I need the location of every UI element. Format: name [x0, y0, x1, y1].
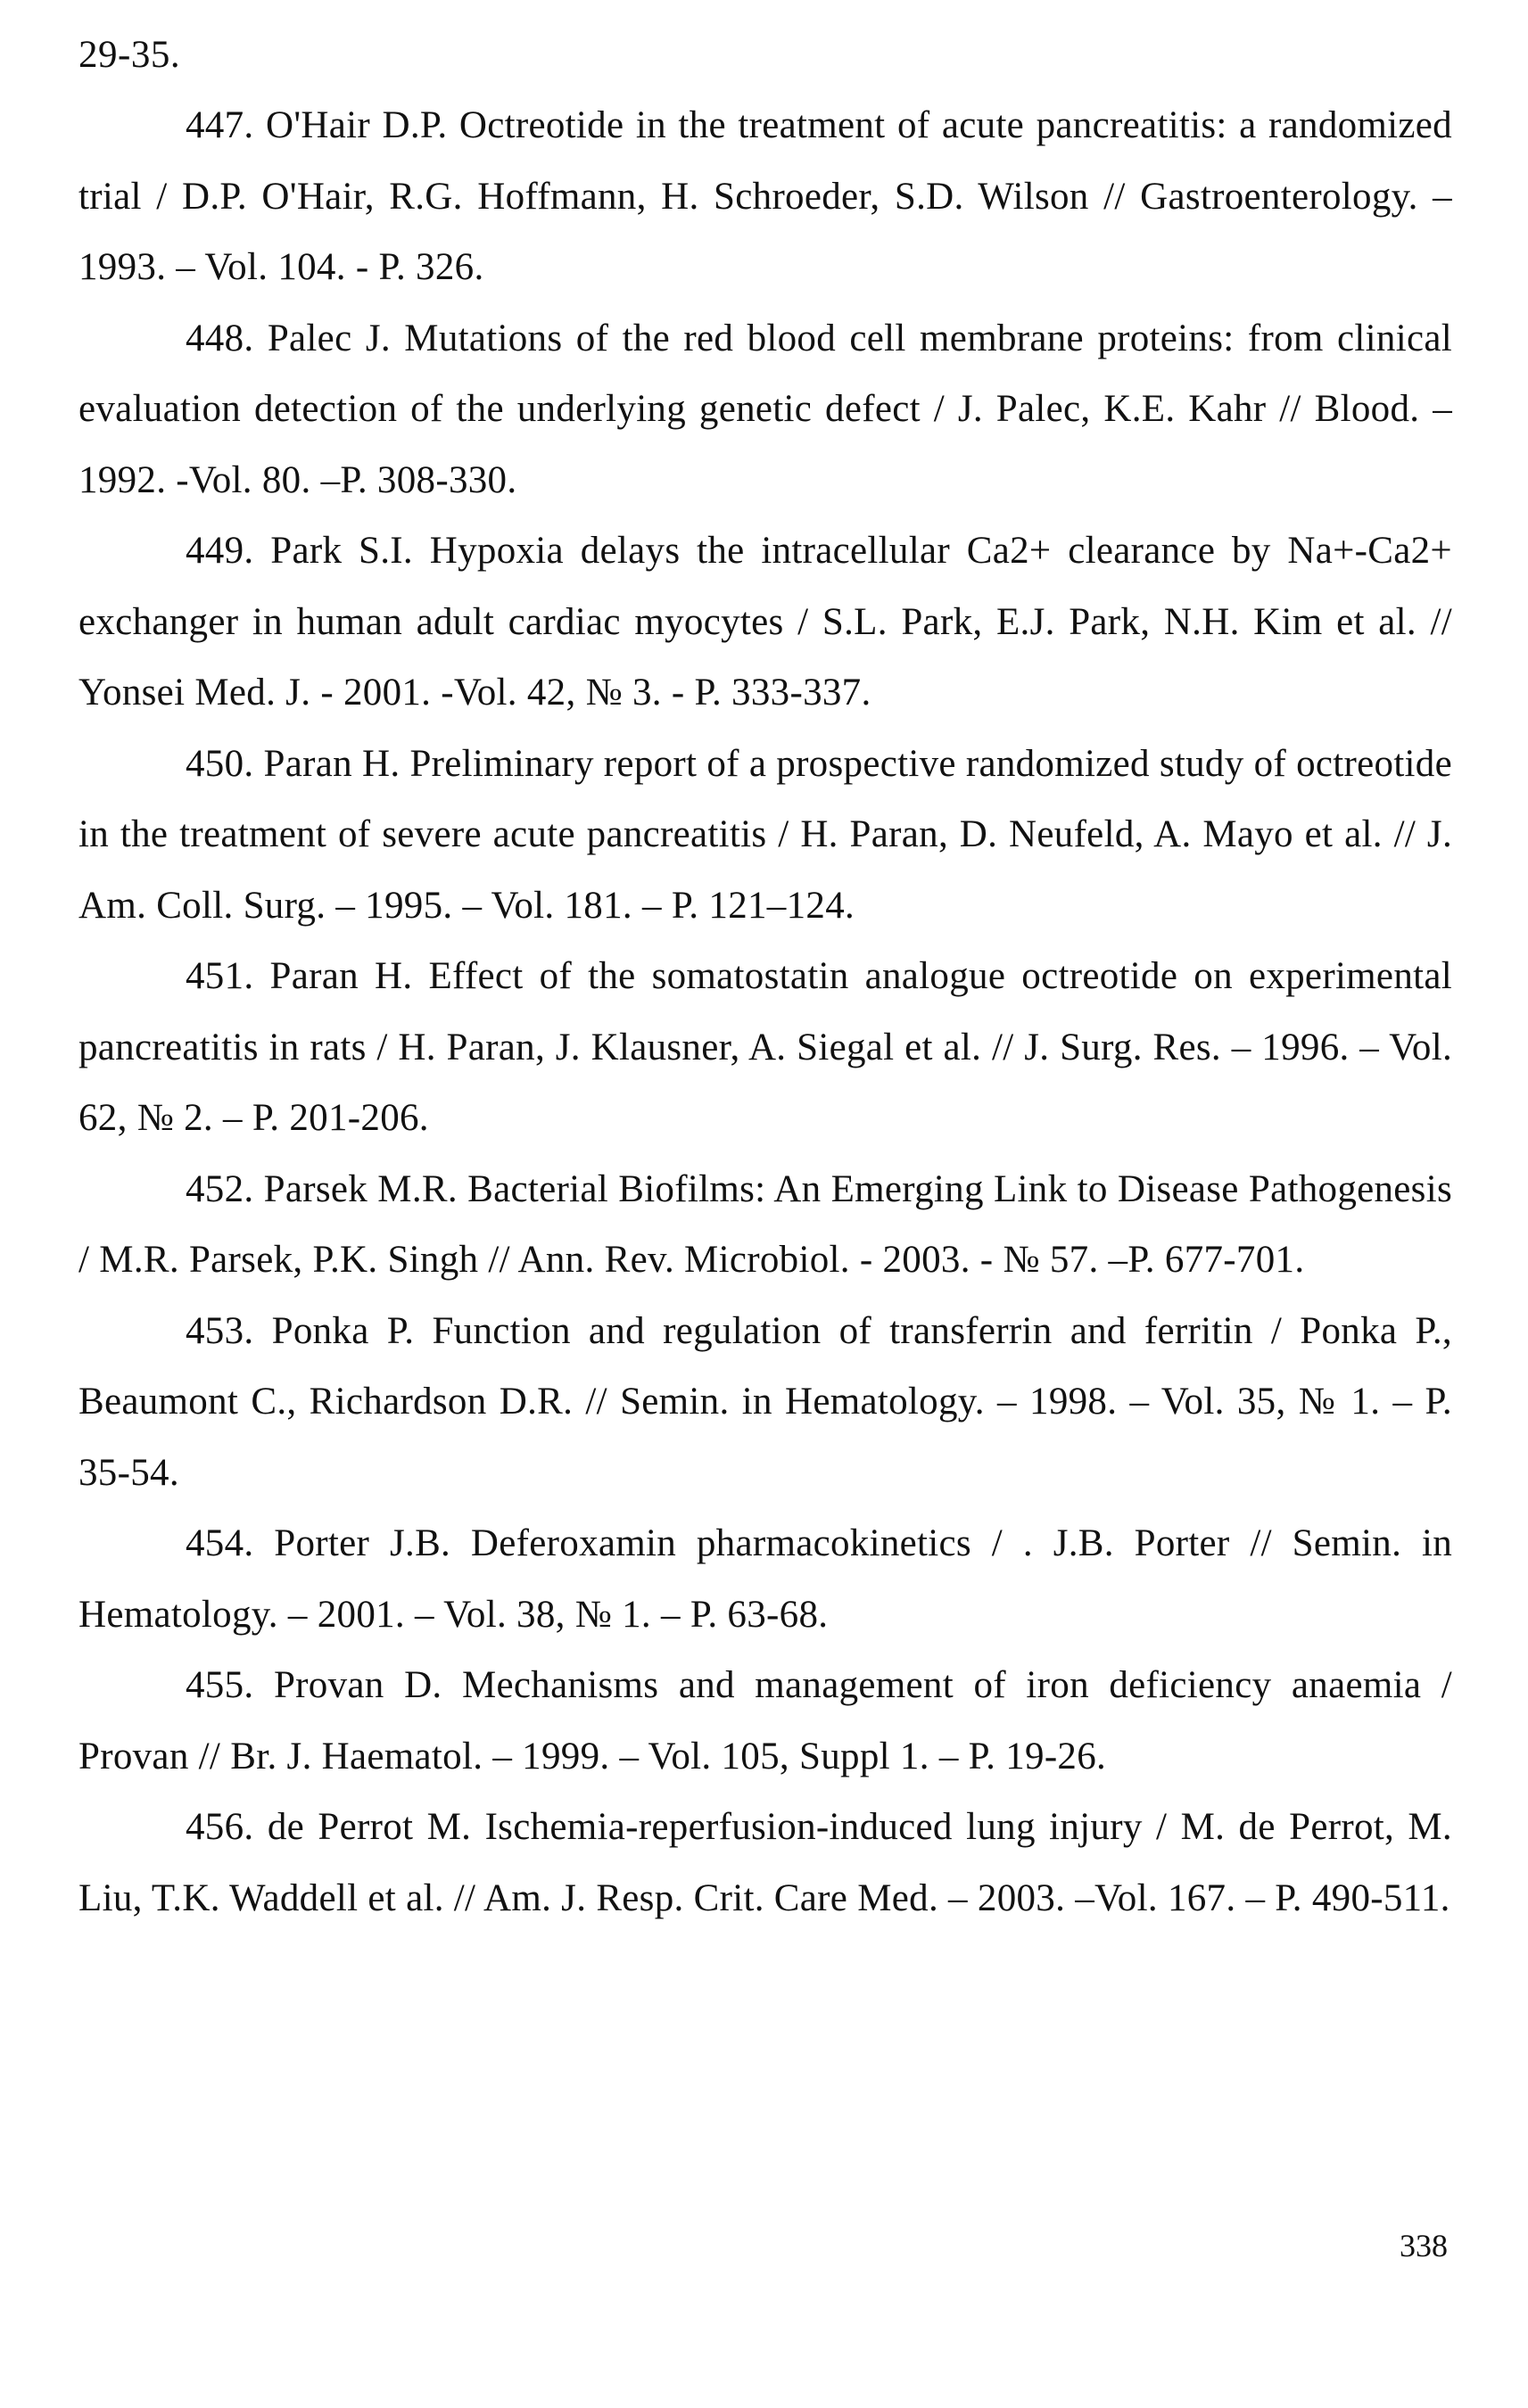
reference-454: 454. Porter J.B. Deferoxamin pharmacokinetics / . J.B. Porter // Semin. in Hematology. – 2001. – Vol. 38, № 1. – P. 63-68.	[78, 1522, 1452, 1636]
reference-452: 452. Parsek M.R. Bacterial Biofilms: An Emerging Link to Disease Pathogenesis / M.R. Parsek, P.K. Singh // Ann. Rev. Microbiol. - 2003. - № 57. –P. 677-701.	[78, 1167, 1452, 1281]
page-number: 338	[1400, 2228, 1448, 2264]
document-page	[78, 0, 1452, 1934]
reference-450: 450. Paran H. Preliminary report of a prospective randomized study of octreotide in the treatment of severe acute pancreatitis / H. Paran, D. Neufeld, A. Mayo et al. // J. Am. Coll. Surg. – 1995. – Vol. 181. – P. 121–124.	[78, 742, 1452, 927]
reference-449: 449. Park S.I. Hypoxia delays the intracellular Ca2+ clearance by Na+-Ca2+ exchanger in human adult cardiac myocytes / S.L. Park, E.J. Park, N.H. Kim et al. // Yonsei Med. J. - 2001. -Vol. 42, № 3. - P. 333-337.	[78, 530, 1452, 713]
continuation-text: 29-35.	[78, 34, 181, 76]
reference-451: 451. Paran H. Effect of the somatostatin analogue octreotide on experimental pancreatitis in rats / H. Paran, J. Klausner, A. Siegal et al. // J. Surg. Res. – 1996. – Vol. 62, № 2. – P. 201-206.	[78, 955, 1452, 1139]
reference-456: 456. de Perrot M. Ischemia-reperfusion-induced lung injury / M. de Perrot, M. Liu, T.K. Waddell et al. // Am. J. Resp. Crit. Care Med. – 2003. –Vol. 167. – P. 490-511.	[78, 1806, 1452, 1919]
reference-455: 455. Provan D. Mechanisms and management of iron deficiency anaemia / Provan // Br. J. Haematol. – 1999. – Vol. 105, Suppl 1. – P. 19-26.	[78, 1664, 1452, 1777]
reference-447: 447. O'Hair D.P. Octreotide in the treatment of acute pancreatitis: a randomized trial / D.P. O'Hair, R.G. Hoffmann, H. Schroeder, S.D. Wilson // Gastroenterology. – 1993. – Vol. 104. - P. 326.	[78, 104, 1452, 288]
reference-453: 453. Ponka P. Function and regulation of transferrin and ferritin / Ponka P., Beaumont C., Richardson D.R. // Semin. in Hematology. – 1998. – Vol. 35, № 1. – P. 35-54.	[78, 1309, 1452, 1494]
reference-448: 448. Palec J. Mutations of the red blood cell membrane proteins: from clinical evaluation detection of the underlying genetic defect / J. Palec, K.E. Kahr // Blood. – 1992. -Vol. 80. –P. 308-330.	[78, 317, 1452, 501]
